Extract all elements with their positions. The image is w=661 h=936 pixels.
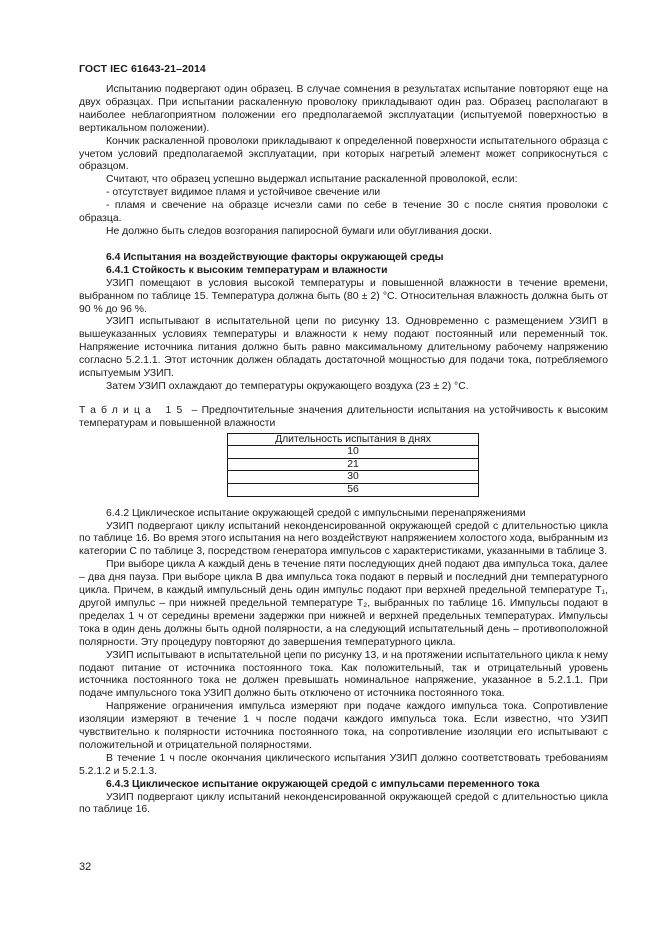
paragraph: УЗИП испытывают в испытательной цепи по рисунку 13, и на протяжении испытательного цикла к нему подают питание от источника постоянного тока. Как положительный, так и отрицательный уровень источника постоянного тока не должен превышать номинальное напряжение, указанное в 5.2.1.1. При подаче импульсного тока УЗИП должно быть отключено от источника постоянного тока.	[79, 649, 608, 700]
subsection-heading-6-4-1: 6.4.1 Стойкость к высоким температурам и влажности	[106, 264, 388, 276]
paragraph: Затем УЗИП охлаждают до температуры окружающего воздуха (23 ± 2) °С.	[106, 380, 469, 392]
paragraph: УЗИП подвергают циклу испытаний неконденсированной окружающей средой с длительностью цикла по таблице 16. Во время этого испытания на него воздействуют напряжением холостого хода, выбранным из категории С по таблице 3, посредством генератора импульсов с характеристиками, указанными в таблице 3.	[79, 520, 608, 558]
list-item: - отсутствует видимое пламя и устойчивое свечение или	[106, 187, 381, 199]
subsection-heading-6-4-2: 6.4.2 Циклическое испытание окружающей средой с импульсными перенапряжениями	[106, 507, 526, 519]
table-15	[227, 433, 479, 497]
table-caption-text: – Предпочтительные значения длительности испытания на устойчивость к высоким температурам и повышенной влажности	[79, 404, 608, 429]
table-header-cell: Длительность испытания в днях	[228, 433, 479, 446]
paragraph: Считают, что образец успешно выдержал испытание раскаленной проволокой, если:	[106, 174, 518, 186]
list-item: - пламя и свечение на образце исчезли сами по себе в течение 30 с после снятия проволоки с образца.	[79, 200, 608, 225]
page-number: 32	[79, 861, 92, 873]
table-row	[228, 458, 479, 471]
paragraph: УЗИП подвергают циклу испытаний неконденсированной окружающей средой с длительностью цикла по таблице 16.	[79, 791, 608, 816]
table-cell: 10	[228, 446, 479, 459]
section-heading-6-4: 6.4 Испытания на воздействующие факторы окружающей среды	[106, 251, 444, 263]
paragraph: Не должно быть следов возгорания папиросной бумаги или обугливания доски.	[106, 225, 492, 237]
subsection-heading-6-4-3: 6.4.3 Циклическое испытание окружающей средой с импульсами переменного тока	[106, 778, 540, 790]
paragraph: Напряжение ограничения импульса измеряют при подаче каждого импульса тока. Сопротивление изоляции измеряют в течение 1 ч после подачи каждого импульса тока. Если известно, что УЗИП чувствительно к полярности источника постоянного тока, на сопротивление изоляции его испытывают с положительной и отрицательной полярностями.	[79, 701, 608, 751]
table-cell: 30	[228, 471, 479, 484]
table-row	[228, 484, 479, 497]
paragraph: УЗИП испытывают в испытательной цепи по рисунку 13. Одновременно с размещением УЗИП в вышеуказанных условиях температуры и влажности к нему подают постоянный или переменный ток. Напряжение источника питания должно быть равно максимальному длительному рабочему напряжению согласно 5.2.1.1. Этот источник должен обладать достаточной мощностью для подачи тока, потребляемого испытуемым УЗИП.	[79, 316, 608, 380]
table-row	[228, 471, 479, 484]
table-caption-label: Таблица 15	[79, 404, 188, 416]
document-header: ГОСТ IEC 61643-21–2014	[79, 63, 206, 75]
paragraph: Испытанию подвергают один образец. В случае сомнения в результатах испытание повторяют еще на двух образцах. При испытании раскаленную проволоку прикладывают один раз. Образец располагают в наиболее неблагоприятном положении его предполагаемой эксплуатации (испытуемой поверхностью в вертикальном положении).	[79, 84, 608, 134]
table-cell: 21	[228, 458, 479, 471]
paragraph: В течение 1 ч после окончания циклического испытания УЗИП должно соответствовать требованиям 5.2.1.2 и 5.2.1.3.	[79, 752, 608, 777]
table-cell: 56	[228, 484, 479, 497]
paragraph: При выборе цикла А каждый день в течение пяти последующих дней подают два импульса тока, далее – два дня пауза. При выборе цикла В два импульса тока подают в первый и последний дни температурного цикла. Причем, в каждый импульсный день один импульс подают при верхней предельной температуре T₁, другой импульс – при нижней предельной температуре T₂, выбранных по таблице 16. Импульсы подают в пределах 1 ч от середины времени задержки при нижней и верхней предельных температурах. Импульсы тока в один день должны быть одной полярности, а на следующий испытательный день – противоположной полярности. Эту процедуру повторяют до завершения температурного цикла.	[79, 559, 608, 648]
document-body	[79, 84, 608, 817]
table-caption	[79, 405, 608, 431]
table-row	[228, 446, 479, 459]
paragraph: УЗИП помещают в условия высокой температуры и повышенной влажности в течение времени, выбранном по таблице 15. Температура должна быть (80 ± 2) °С. Относительная влажность должна быть от 90 % до 96 %.	[79, 277, 608, 315]
paragraph: Кончик раскаленной проволоки прикладывают к определенной поверхности испытательного образца с учетом условий предполагаемой эксплуатации, при которых нагретый элемент может соприкоснуться с образцом.	[79, 135, 608, 173]
